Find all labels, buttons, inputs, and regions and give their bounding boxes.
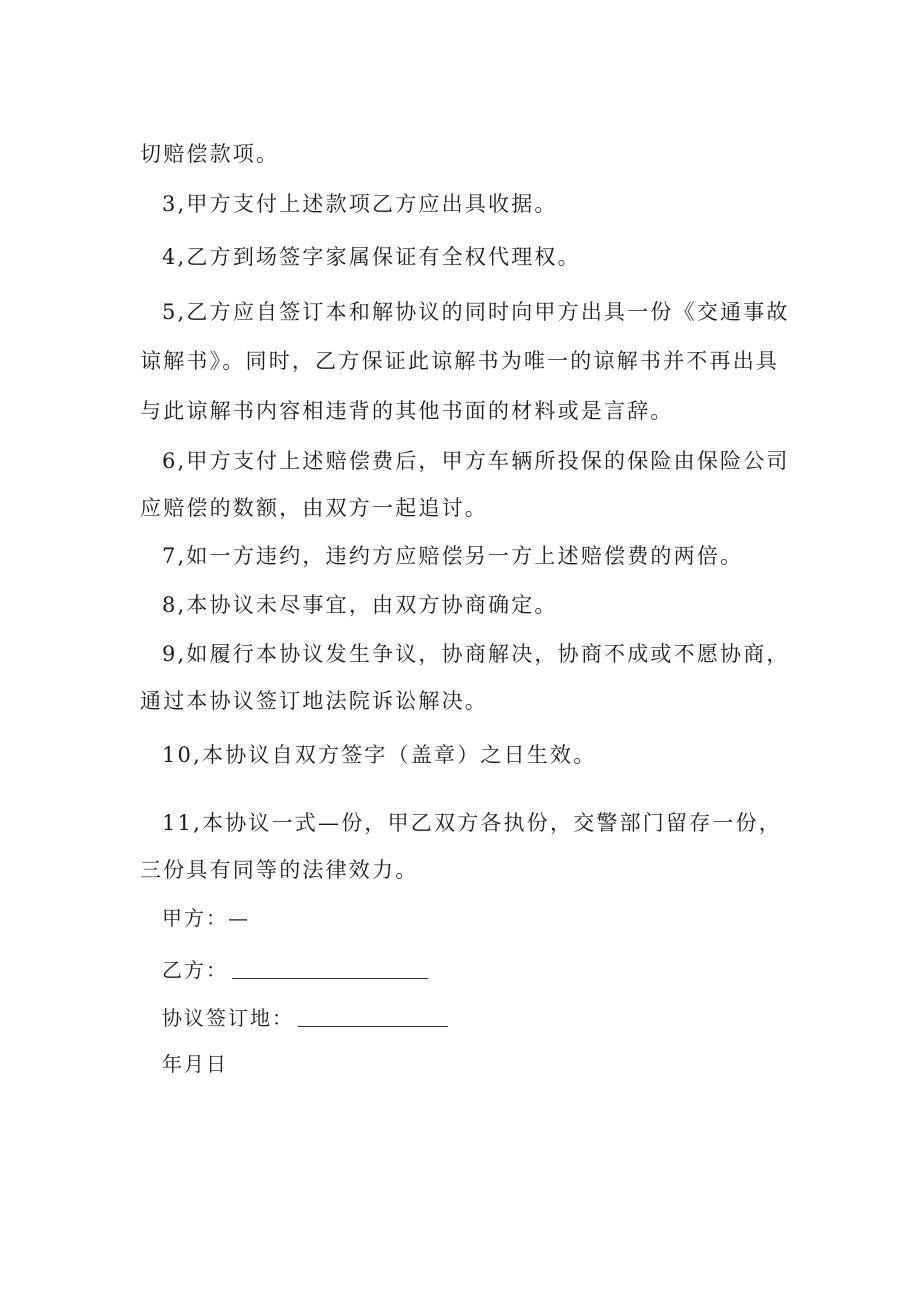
signing-place-blank (298, 1004, 448, 1027)
signing-date: 年月日 (162, 1052, 228, 1076)
clause-8: 8,本协议未尽事宜，由双方协商确定。 (162, 593, 558, 617)
clause-5-line-1: 5,乙方应自签订本和解协议的同时向甲方出具一份《交通事故 (162, 300, 790, 324)
party-b-label: 乙方： (162, 958, 228, 982)
party-b-signature (162, 955, 428, 985)
clause-5-line-2: 谅解书》。同时，乙方保证此谅解书为唯一的谅解书并不再出具 (140, 349, 780, 373)
clause-11-line-2: 三份具有同等的法律效力。 (140, 858, 419, 882)
signing-place-label: 协议签订地： (162, 1006, 294, 1030)
clause-10: 10,本协议自双方签字（盖章）之日生效。 (162, 743, 597, 767)
clause-3: 3,甲方支付上述款项乙方应出具收据。 (162, 192, 558, 216)
signing-place (162, 1003, 448, 1033)
party-b-blank (232, 956, 428, 979)
clause-7: 7,如一方违约，违约方应赔偿另一方上述赔偿费的两倍。 (162, 544, 744, 568)
clause-4: 4,乙方到场签字家属保证有全权代理权。 (162, 245, 581, 269)
clause-6-line-2: 应赔偿的数额，由双方一起追讨。 (140, 496, 488, 520)
party-a-signature: 甲方：— (162, 906, 250, 930)
clause-11-line-1: 11,本协议一式—份，甲乙双方各执份，交警部门留存一份， (162, 811, 782, 835)
clause-6-line-1: 6,甲方支付上述赔偿费后，甲方车辆所投保的保险由保险公司 (162, 449, 790, 473)
clause-5-line-3: 与此谅解书内容相违背的其他书面的材料或是言辞。 (140, 399, 674, 423)
clause-9-line-1: 9,如履行本协议发生争议，协商解决，协商不成或不愿协商， (162, 642, 790, 666)
text-line-1: 切赔偿款项。 (140, 142, 280, 166)
clause-9-line-2: 通过本协议签订地法院诉讼解决。 (140, 689, 488, 713)
